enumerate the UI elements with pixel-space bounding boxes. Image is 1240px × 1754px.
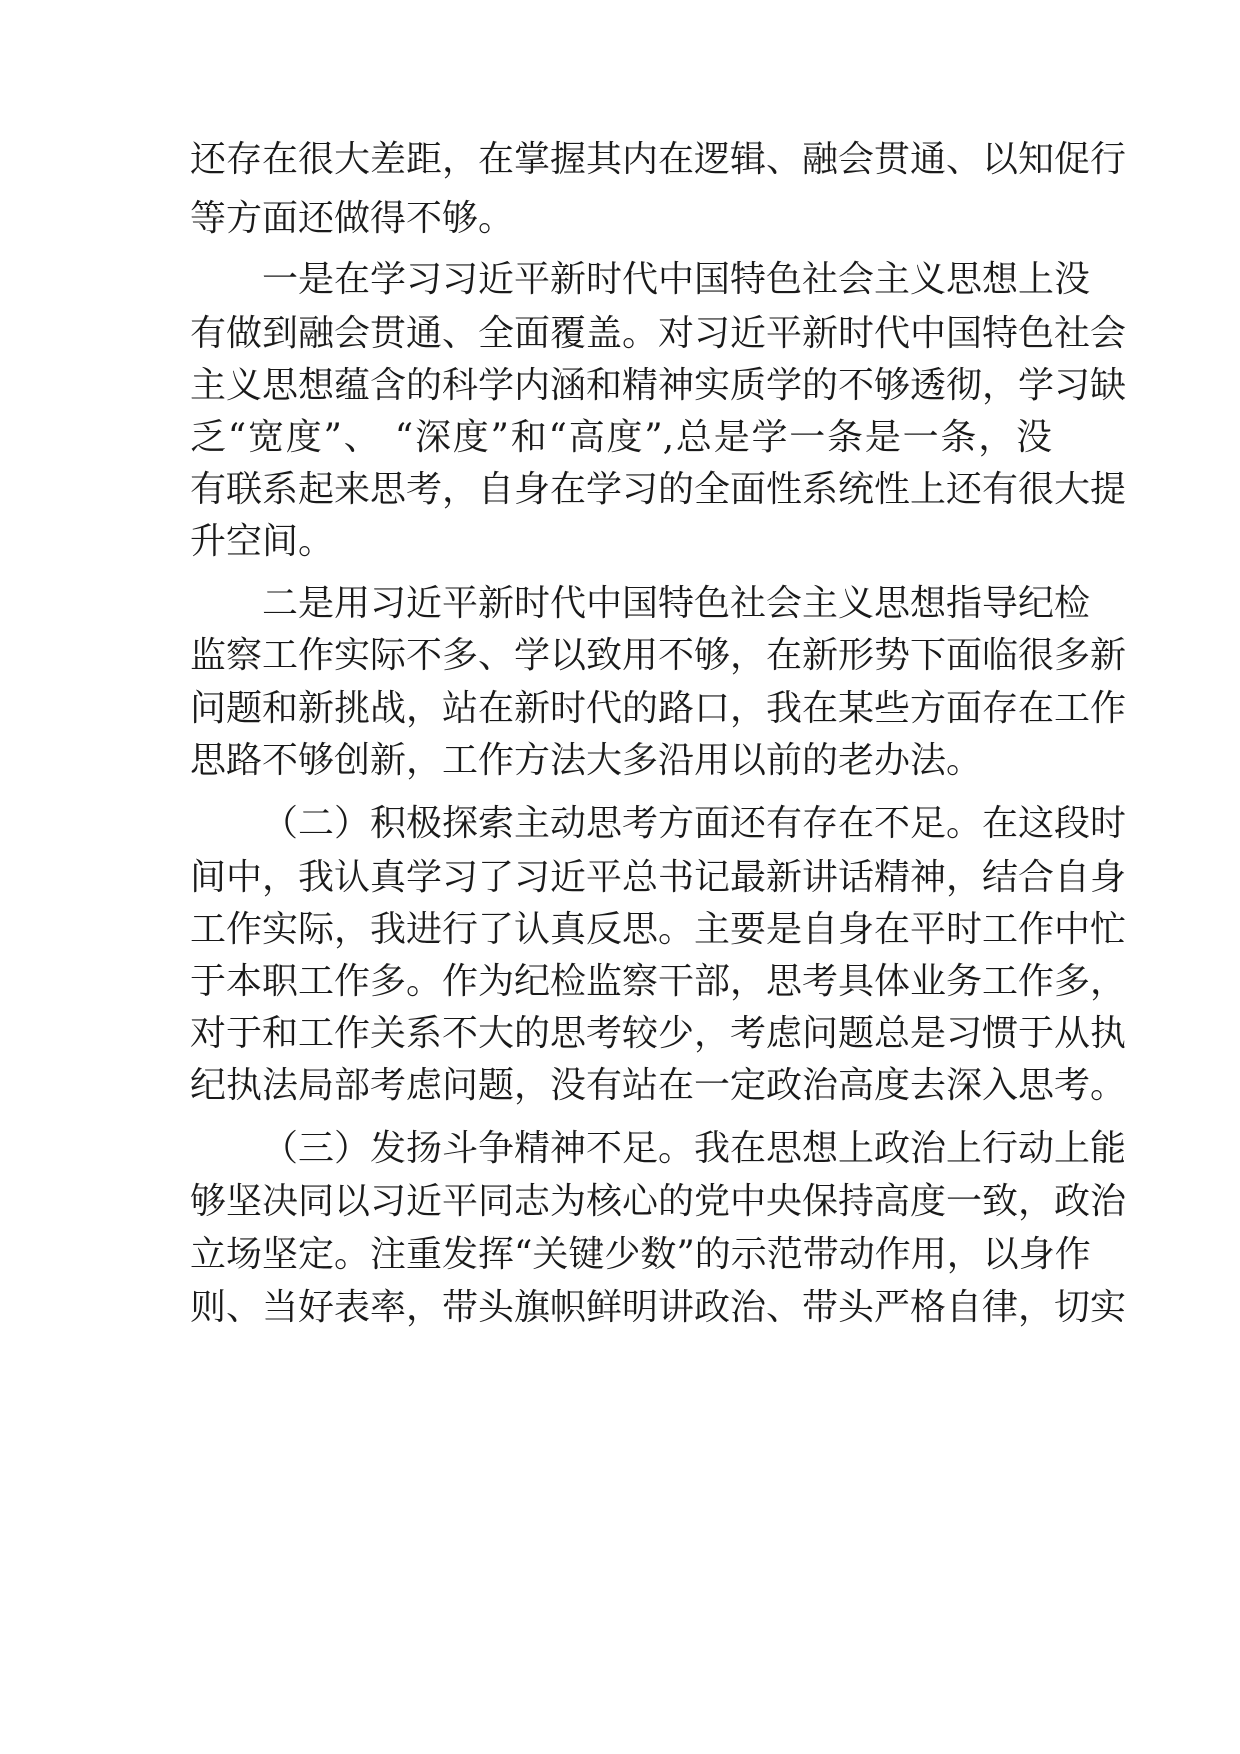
text-line-7: 有联系起来思考，自身在学习的全面性系统性上还有很大提 xyxy=(190,469,1127,510)
text-line-20: 够坚决同以习近平同志为核心的党中央保持高度一致，政治 xyxy=(190,1181,1127,1222)
text-line-17: 对于和工作关系不大的思考较少，考虑问题总是习惯于从执 xyxy=(190,1013,1127,1054)
text-line-15: 工作实际，我进行了认真反思。主要是自身在平时工作中忙 xyxy=(190,909,1127,950)
text-line-1: 还存在很大差距，在掌握其内在逻辑、融会贯通、以知促行 xyxy=(190,139,1127,180)
text-line-19: （三）发扬斗争精神不足。我在思想上政治上行动上能 xyxy=(262,1128,1127,1169)
text-line-2: 等方面还做得不够。 xyxy=(190,198,515,239)
text-line-12: 思路不够创新，工作方法大多沿用以前的老办法。 xyxy=(190,740,983,781)
text-line-11: 问题和新挑战，站在新时代的路口，我在某些方面存在工作 xyxy=(190,688,1127,729)
text-line-3: 一是在学习习近平新时代中国特色社会主义思想上没 xyxy=(262,259,1091,300)
text-line-10: 监察工作实际不多、学以致用不够，在新形势下面临很多新 xyxy=(190,635,1127,676)
text-line-21: 立场坚定。注重发挥“关键少数”的示范带动作用，以身作 xyxy=(190,1234,1091,1275)
text-line-9: 二是用习近平新时代中国特色社会主义思想指导纪检 xyxy=(262,583,1091,624)
text-line-14: 间中，我认真学习了习近平总书记最新讲话精神，结合自身 xyxy=(190,857,1127,898)
text-line-16: 于本职工作多。作为纪检监察干部，思考具体业务工作多， xyxy=(190,961,1127,1002)
text-line-22: 则、当好表率，带头旗帜鲜明讲政治、带头严格自律，切实 xyxy=(190,1287,1127,1328)
text-line-18: 纪执法局部考虑问题，没有站在一定政治高度去深入思考。 xyxy=(190,1065,1127,1106)
text-line-4: 有做到融会贯通、全面覆盖。对习近平新时代中国特色社会 xyxy=(190,313,1127,354)
text-line-6: 乏“宽度”、 “深度”和“高度”,总是学一条是一条，没 xyxy=(190,417,1052,458)
text-line-13: （二）积极探索主动思考方面还有存在不足。在这段时 xyxy=(262,803,1127,844)
text-line-5: 主义思想蕴含的科学内涵和精神实质学的不够透彻，学习缺 xyxy=(190,365,1127,406)
text-line-8: 升空间。 xyxy=(190,521,335,562)
